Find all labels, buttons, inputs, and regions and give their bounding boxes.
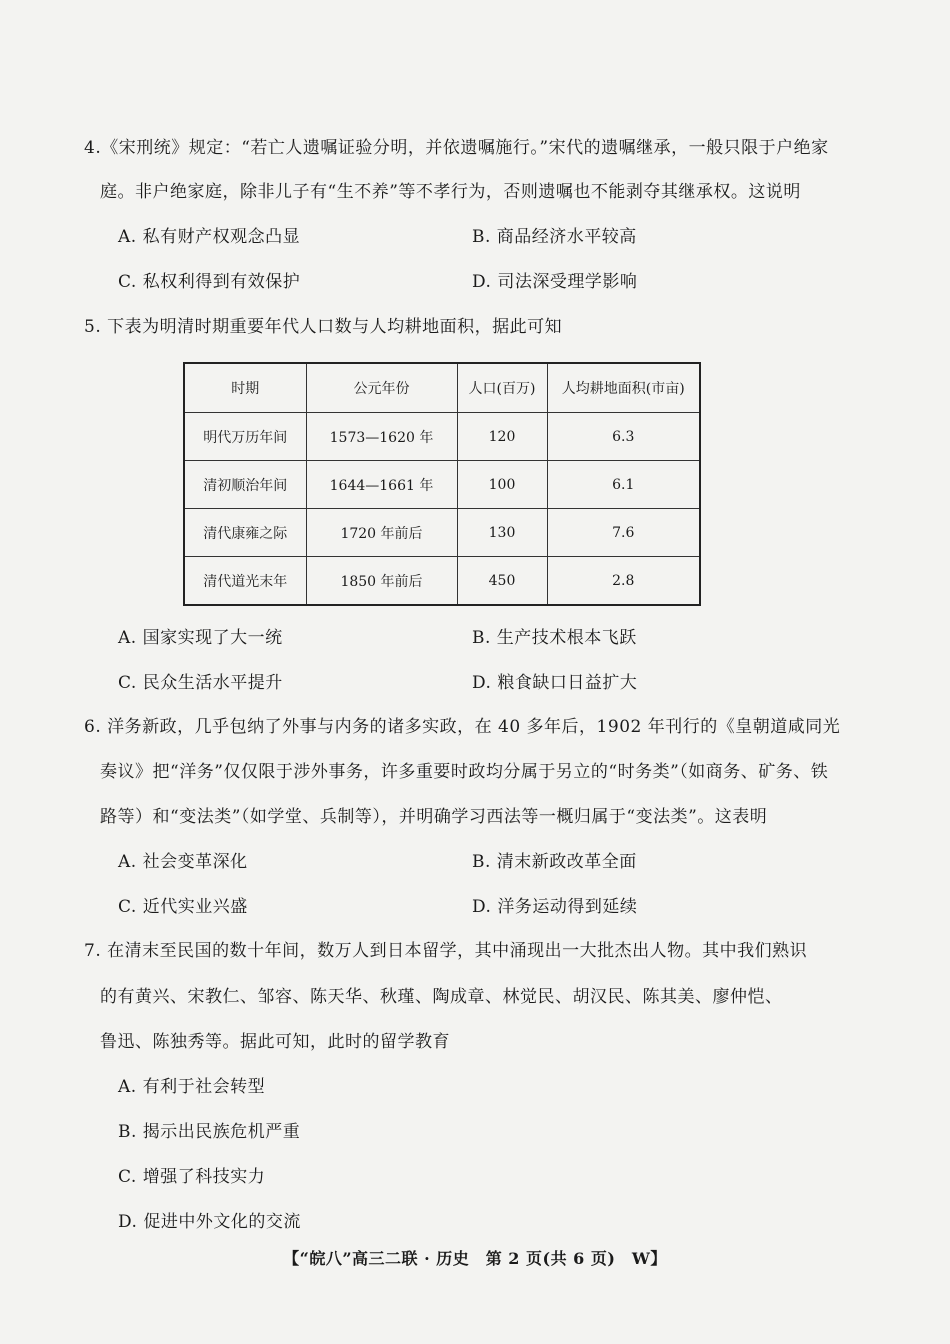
page-footer: 【“皖八”高三二联 · 历史 第 2 页(共 6 页) W】: [283, 1249, 667, 1268]
q4-stem-line-1: 4.《宋刑统》规定：“若亡人遗嘱证验分明，并依遗嘱施行。”宋代的遗嘱继承，一般只限于户绝家: [84, 138, 829, 158]
q4-stem-line-2: 庭。非户绝家庭，除非儿子有“生不养”等不孝行为，否则遗嘱也不能剥夺其继承权。这说明: [100, 182, 801, 202]
table-header-cell: 公元年份: [306, 363, 457, 413]
population-table: [183, 362, 701, 606]
q6-option-b[interactable]: B. 清末新政改革全面: [472, 852, 637, 872]
table-header-cell: 人口(百万): [457, 363, 547, 413]
q5-stem-line-1: 5. 下表为明清时期重要年代人口数与人均耕地面积，据此可知: [84, 317, 563, 337]
table-header-cell: 人均耕地面积(市亩): [547, 363, 700, 413]
table-cell: 清代康雍之际: [184, 509, 306, 557]
table-cell: 450: [457, 557, 547, 606]
table-cell: 1573—1620 年: [306, 413, 457, 461]
q7-option-b[interactable]: B. 揭示出民族危机严重: [118, 1122, 301, 1142]
q4-option-a[interactable]: A. 私有财产权观念凸显: [118, 227, 301, 247]
table-row: [184, 461, 700, 509]
q6-option-c[interactable]: C. 近代实业兴盛: [118, 897, 248, 917]
table-cell: 清代道光末年: [184, 557, 306, 606]
table-cell: 6.3: [547, 413, 700, 461]
q5-option-b[interactable]: B. 生产技术根本飞跃: [472, 628, 637, 648]
table-cell: 120: [457, 413, 547, 461]
q5-option-a[interactable]: A. 国家实现了大一统: [118, 628, 283, 648]
q7-stem-line-1: 7. 在清末至民国的数十年间，数万人到日本留学，其中涌现出一大批杰出人物。其中我们熟识: [84, 941, 808, 961]
table-cell: 1644—1661 年: [306, 461, 457, 509]
q6-option-d[interactable]: D. 洋务运动得到延续: [472, 897, 638, 917]
table-cell: 1850 年前后: [306, 557, 457, 606]
q6-option-a[interactable]: A. 社会变革深化: [118, 852, 248, 872]
q6-stem-line-2: 奏议》把“洋务”仅仅限于涉外事务，许多重要时政均分属于另立的“时务类”（如商务、矿务、铁: [100, 762, 829, 782]
table-cell: 130: [457, 509, 547, 557]
table-header-cell: 时期: [184, 363, 306, 413]
table-cell: 清初顺治年间: [184, 461, 306, 509]
q7-option-c[interactable]: C. 增强了科技实力: [118, 1167, 266, 1187]
q5-option-d[interactable]: D. 粮食缺口日益扩大: [472, 673, 638, 693]
table-cell: 明代万历年间: [184, 413, 306, 461]
q4-option-d[interactable]: D. 司法深受理学影响: [472, 272, 638, 292]
table-row: [184, 509, 700, 557]
q5-option-c[interactable]: C. 民众生活水平提升: [118, 673, 283, 693]
q7-stem-line-3: 鲁迅、陈独秀等。据此可知，此时的留学教育: [100, 1032, 450, 1052]
table-row: [184, 413, 700, 461]
q6-stem-line-3: 路等）和“变法类”（如学堂、兵制等），并明确学习西法等一概归属于“变法类”。这表明: [100, 807, 768, 827]
q7-option-d[interactable]: D. 促进中外文化的交流: [118, 1212, 301, 1232]
table-row: [184, 557, 700, 606]
q6-stem-line-1: 6. 洋务新政，几乎包纳了外事与内务的诸多实政，在 40 多年后，1902 年刊行的《皇朝道咸同光: [84, 717, 841, 737]
q7-option-a[interactable]: A. 有利于社会转型: [118, 1077, 266, 1097]
table-cell: 1720 年前后: [306, 509, 457, 557]
q4-option-b[interactable]: B. 商品经济水平较高: [472, 227, 637, 247]
table-cell: 100: [457, 461, 547, 509]
table-cell: 2.8: [547, 557, 700, 606]
q7-stem-line-2: 的有黄兴、宋教仁、邹容、陈天华、秋瑾、陶成章、林觉民、胡汉民、陈其美、廖仲恺、: [100, 987, 783, 1007]
table-header-row: [184, 363, 700, 413]
q4-option-c[interactable]: C. 私权利得到有效保护: [118, 272, 301, 292]
table-cell: 7.6: [547, 509, 700, 557]
table-cell: 6.1: [547, 461, 700, 509]
